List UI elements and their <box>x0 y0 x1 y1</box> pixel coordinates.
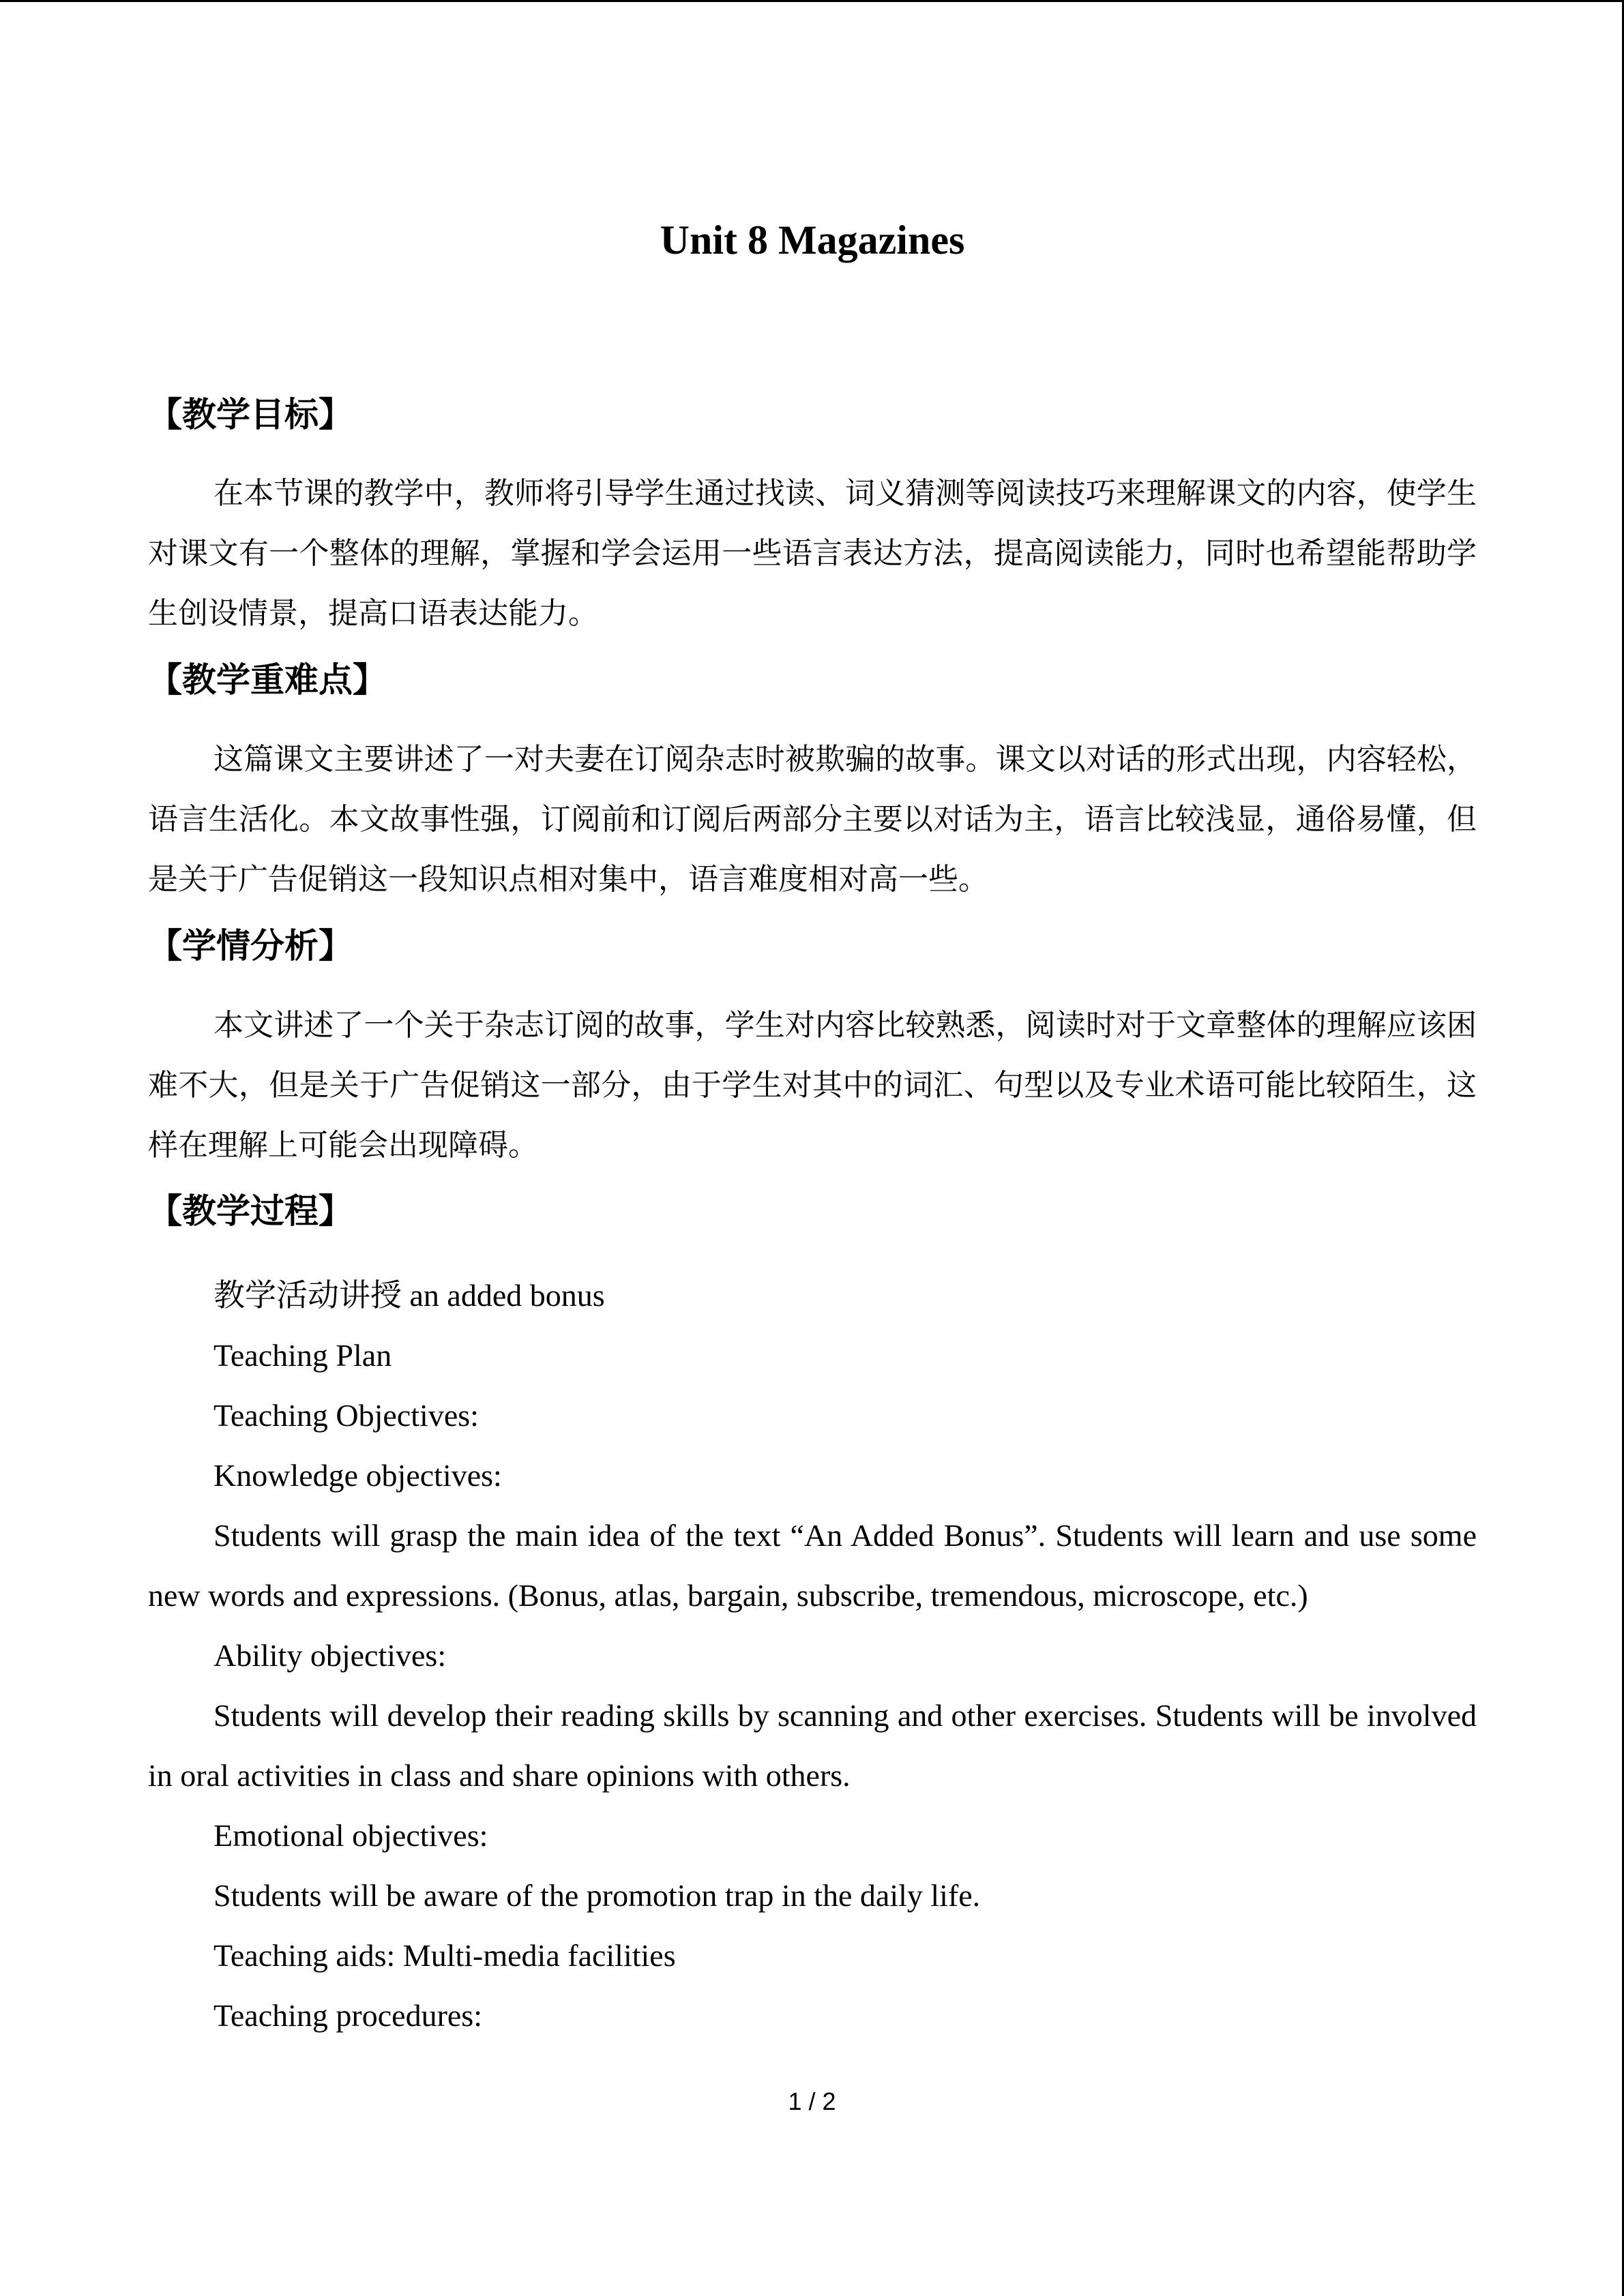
process-line-teaching-plan: Teaching Plan <box>213 1338 392 1373</box>
process-line-activity: 教学活动讲授 an added bonus <box>213 1278 605 1313</box>
process-line-teaching-aids: Teaching aids: Multi-media facilities <box>213 1938 676 1973</box>
document-title: Unit 8 Magazines <box>660 218 965 263</box>
section-heading-teaching-process: 【教学过程】 <box>148 1191 353 1231</box>
process-line-emotional-detail: Students will be aware of the promotion trap in the daily life. <box>213 1878 981 1913</box>
process-line-teaching-procedures: Teaching procedures: <box>213 1998 482 2033</box>
process-paragraph-knowledge: Students will grasp the main idea of the text “An Added Bonus”. Students will learn and use some new words and expressions. (Bonus, atlas, bargain, subscribe, tremendous, microscope, etc.) <box>148 1518 1477 1613</box>
section-body-key-difficulties: 这篇课文主要讲述了一对夫妻在订阅杂志时被欺骗的故事。课文以对话的形式出现，内容轻松，语言生活化。本文故事性强，订阅前和订阅后两部分主要以对话为主，语言比较浅显，通俗易懂，但是关于广告促销这一段知识点相对集中，语言难度相对高一些。 <box>148 742 1477 897</box>
section-heading-key-difficulties: 【教学重难点】 <box>148 660 387 700</box>
process-line-ability-objectives: Ability objectives: <box>213 1638 447 1673</box>
process-line-teaching-objectives: Teaching Objectives: <box>213 1398 479 1433</box>
section-heading-learner-analysis: 【学情分析】 <box>148 926 353 966</box>
section-body-teaching-objectives: 在本节课的教学中，教师将引导学生通过找读、词义猜测等阅读技巧来理解课文的内容，使学生对课文有一个整体的理解，掌握和学会运用一些语言表达方法，提高阅读能力，同时也希望能帮助学生创设情景，提高口语表达能力。 <box>148 476 1477 631</box>
page-number: 1 / 2 <box>788 2087 836 2115</box>
section-heading-teaching-objectives: 【教学目标】 <box>148 395 353 434</box>
section-body-learner-analysis: 本文讲述了一个关于杂志订阅的故事，学生对内容比较熟悉，阅读时对于文章整体的理解应该困难不大，但是关于广告促销这一部分，由于学生对其中的词汇、句型以及专业术语可能比较陌生，这样在理解上可能会出现障碍。 <box>148 1008 1477 1163</box>
process-paragraph-ability: Students will develop their reading skills by scanning and other exercises. Students will be involved in oral activities in class and share opinions with others. <box>148 1698 1477 1793</box>
process-line-emotional-objectives: Emotional objectives: <box>213 1818 488 1853</box>
process-line-knowledge-objectives: Knowledge objectives: <box>213 1458 502 1493</box>
